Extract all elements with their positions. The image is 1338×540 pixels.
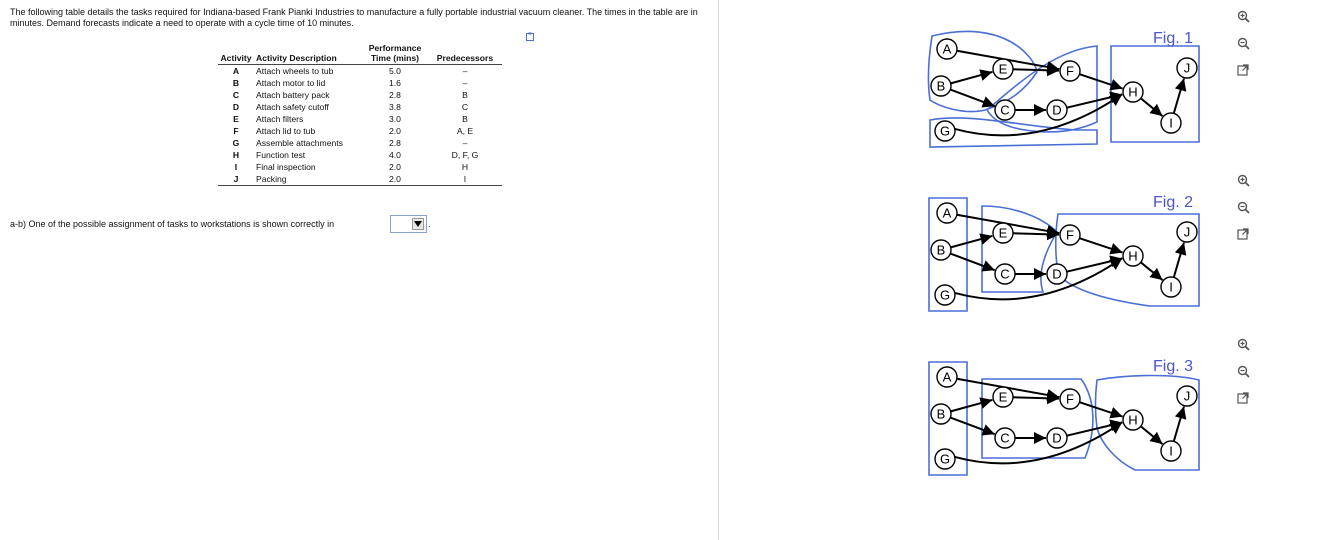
node-label-h: H bbox=[1128, 248, 1138, 264]
node-label-e: E bbox=[998, 61, 1008, 77]
zoom-out-icon[interactable] bbox=[1236, 36, 1250, 50]
cell-time: 3.8 bbox=[389, 102, 401, 112]
cell-activity: F bbox=[233, 126, 239, 136]
cell-activity: J bbox=[233, 174, 239, 184]
edge-f-h bbox=[1079, 238, 1122, 252]
cell-activity: C bbox=[232, 90, 240, 100]
cell-description: Final inspection bbox=[256, 162, 316, 172]
cell-activity: H bbox=[232, 150, 240, 160]
edge-i-j bbox=[1174, 243, 1184, 278]
cell-time: 4.0 bbox=[389, 150, 401, 160]
cell-description: Packing bbox=[256, 174, 287, 184]
fig3-label: Fig. 3 bbox=[1153, 358, 1194, 375]
edge-i-j bbox=[1174, 407, 1184, 442]
zoom-in-icon[interactable] bbox=[1236, 9, 1250, 23]
edge-b-e bbox=[951, 72, 993, 83]
answer-dropdown[interactable] bbox=[390, 215, 427, 233]
table-row bbox=[218, 125, 502, 137]
edge-b-e bbox=[951, 236, 993, 247]
cell-activity: B bbox=[232, 78, 240, 88]
cell-description: Attach safety cutoff bbox=[256, 102, 329, 112]
table-row bbox=[218, 77, 502, 89]
edge-b-c bbox=[950, 254, 994, 271]
workstation-outline-2 bbox=[982, 206, 1057, 292]
table-row bbox=[218, 149, 502, 161]
cell-description: Attach filters bbox=[256, 114, 304, 124]
node-label-j: J bbox=[1183, 60, 1191, 76]
cell-predecessors: H bbox=[461, 162, 469, 172]
node-label-c: C bbox=[1000, 430, 1010, 446]
zoom-in-icon[interactable] bbox=[1236, 173, 1250, 187]
figure-2 bbox=[925, 194, 1215, 324]
fig3-diagram bbox=[925, 358, 1215, 488]
intro-text: The following table details the tasks required for Indiana-based Frank Pianki Industries to manufacture a fully portable industrial vacuum cleaner. The times in the table are in minutes. Demand forecasts indicate a need to operate with a cycle time of 10 minutes. bbox=[10, 7, 698, 28]
header-predecessors: Predecessors bbox=[436, 53, 494, 63]
fig1-diagram bbox=[925, 30, 1215, 160]
cell-description: Attach battery pack bbox=[256, 90, 330, 100]
cell-time: 3.0 bbox=[389, 114, 401, 124]
header-description: Activity Description bbox=[256, 53, 337, 63]
figure-1 bbox=[925, 30, 1215, 160]
node-label-i: I bbox=[1169, 279, 1173, 295]
node-label-f: F bbox=[1066, 227, 1074, 243]
zoom-out-icon[interactable] bbox=[1236, 200, 1250, 214]
clipboard-icon[interactable] bbox=[525, 32, 535, 42]
node-label-j: J bbox=[1183, 388, 1191, 404]
edge-h-i bbox=[1141, 98, 1163, 116]
cell-activity: A bbox=[232, 66, 240, 76]
cell-time: 5.0 bbox=[389, 66, 401, 76]
cell-predecessors: I bbox=[463, 174, 467, 184]
edge-e-f bbox=[1013, 233, 1059, 234]
node-label-i: I bbox=[1169, 443, 1173, 459]
cell-predecessors: C bbox=[461, 102, 469, 112]
cell-time: 1.6 bbox=[389, 78, 401, 88]
open-external-icon[interactable] bbox=[1236, 227, 1250, 241]
node-label-g: G bbox=[939, 123, 951, 139]
header-time-line2: Time (mins) bbox=[370, 53, 420, 63]
cell-predecessors: B bbox=[462, 90, 468, 100]
cell-time: 2.0 bbox=[389, 174, 401, 184]
question-period: . bbox=[428, 219, 431, 229]
edge-d-h bbox=[1067, 259, 1123, 272]
node-label-h: H bbox=[1128, 412, 1138, 428]
cell-predecessors: A, E bbox=[456, 126, 474, 136]
edge-e-f bbox=[1013, 397, 1059, 398]
node-label-a: A bbox=[942, 369, 952, 385]
node-label-d: D bbox=[1052, 102, 1062, 118]
edge-f-h bbox=[1079, 402, 1122, 416]
node-label-e: E bbox=[998, 389, 1008, 405]
table-row bbox=[218, 65, 502, 78]
figure-3 bbox=[925, 358, 1215, 488]
node-label-e: E bbox=[998, 225, 1008, 241]
node-label-d: D bbox=[1052, 266, 1062, 282]
cell-description: Function test bbox=[256, 150, 306, 160]
table-row bbox=[218, 89, 502, 101]
node-label-f: F bbox=[1066, 391, 1074, 407]
table-row bbox=[218, 113, 502, 125]
edge-f-h bbox=[1079, 74, 1122, 88]
fig2-label: Fig. 2 bbox=[1153, 194, 1194, 211]
edge-d-h bbox=[1067, 95, 1123, 108]
edge-b-c bbox=[950, 90, 994, 107]
node-label-a: A bbox=[942, 205, 952, 221]
edge-h-i bbox=[1141, 426, 1163, 444]
node-label-i: I bbox=[1169, 115, 1173, 131]
table-row bbox=[218, 173, 502, 186]
zoom-in-icon[interactable] bbox=[1236, 337, 1250, 351]
table-header-row bbox=[218, 43, 502, 65]
header-time bbox=[362, 43, 428, 65]
node-label-d: D bbox=[1052, 430, 1062, 446]
node-label-f: F bbox=[1066, 63, 1074, 79]
table-row bbox=[218, 101, 502, 113]
table-row bbox=[218, 137, 502, 149]
fig2-diagram bbox=[925, 194, 1215, 324]
zoom-out-icon[interactable] bbox=[1236, 364, 1250, 378]
edge-d-h bbox=[1067, 423, 1123, 436]
header-time-line1: Performance bbox=[368, 43, 422, 53]
node-label-b: B bbox=[936, 242, 946, 258]
cell-description: Attach lid to tub bbox=[256, 126, 316, 136]
cell-activity: I bbox=[234, 162, 238, 172]
cell-time: 2.0 bbox=[389, 126, 401, 136]
node-label-b: B bbox=[936, 406, 946, 422]
cell-time: 2.0 bbox=[389, 162, 401, 172]
edge-i-j bbox=[1174, 79, 1184, 114]
cell-time: 2.8 bbox=[389, 90, 401, 100]
open-external-icon[interactable] bbox=[1236, 391, 1250, 405]
node-label-a: A bbox=[942, 41, 952, 57]
dropdown-arrow-icon[interactable] bbox=[412, 218, 424, 230]
cell-predecessors: B bbox=[462, 114, 468, 124]
cell-time: 2.8 bbox=[389, 138, 401, 148]
edge-e-f bbox=[1013, 69, 1059, 70]
open-external-icon[interactable] bbox=[1236, 63, 1250, 77]
node-label-c: C bbox=[1000, 102, 1010, 118]
cell-activity: D bbox=[232, 102, 240, 112]
cell-description: Attach wheels to tub bbox=[256, 66, 334, 76]
cell-description: Assemble attachments bbox=[256, 138, 343, 148]
pane-divider bbox=[718, 0, 719, 540]
node-label-g: G bbox=[939, 451, 951, 467]
node-label-j: J bbox=[1183, 224, 1191, 240]
edge-b-c bbox=[950, 418, 994, 435]
question-text: a-b) One of the possible assignment of tasks to workstations is shown correctly in bbox=[10, 219, 335, 229]
node-label-g: G bbox=[939, 287, 951, 303]
cell-description: Attach motor to lid bbox=[256, 78, 326, 88]
edge-b-e bbox=[951, 400, 993, 411]
cell-predecessors: – bbox=[462, 66, 468, 76]
header-activity: Activity bbox=[220, 53, 252, 63]
cell-activity: G bbox=[232, 138, 240, 148]
node-label-c: C bbox=[1000, 266, 1010, 282]
table-row bbox=[218, 161, 502, 173]
cell-predecessors: D, F, G bbox=[451, 150, 479, 160]
node-label-b: B bbox=[936, 78, 946, 94]
node-label-h: H bbox=[1128, 84, 1138, 100]
cell-predecessors: – bbox=[462, 78, 468, 88]
edge-h-i bbox=[1141, 262, 1163, 280]
task-table bbox=[218, 43, 502, 186]
cell-activity: E bbox=[233, 114, 239, 124]
fig1-label: Fig. 1 bbox=[1153, 30, 1194, 47]
cell-predecessors: – bbox=[462, 138, 468, 148]
